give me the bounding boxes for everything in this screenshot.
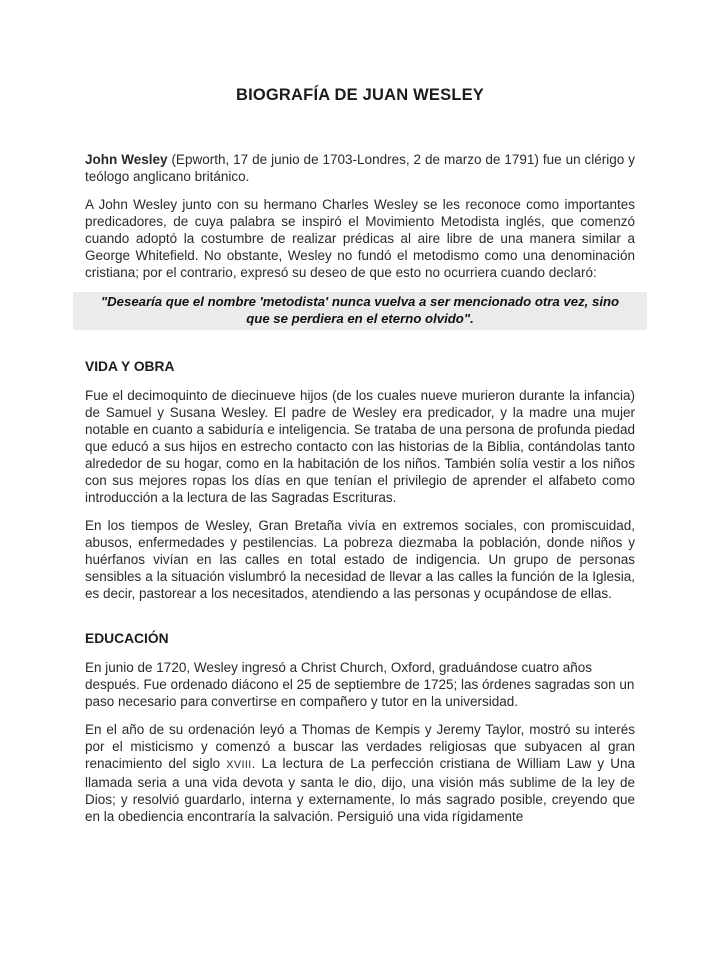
document-body	[85, 151, 635, 825]
section-heading	[85, 631, 635, 646]
document-title: BIOGRAFÍA DE JUAN WESLEY	[235, 86, 485, 104]
text-run: Fue el decimoquinto de diecinueve hijos (de los cuales nueve murieron durante la infancia) de Samuel y Susana Wesley. El padre de Wesley era predicador, y la madre una mujer notable en cuanto a sabiduría e inteligencia. Se trataba de una persona de profunda piedad que educó a sus hijos en estrecho contacto con las historias de la Biblia, contándolas tanto alrededor de su hogar, como en la habitación de los niños. También solía vestir a los niños con sus mejores ropas los días en que tenían el privilegio de aprender el alfabeto como introducción a la lectura de las Sagradas Escrituras.	[85, 388, 635, 505]
text-run: En los tiempos de Wesley, Gran Bretaña vivía en extremos sociales, con promiscuidad, abusos, enfermedades y pestilencias. La pobreza diezmaba la población, donde niños y huérfanos vivían en las calles en total estado de indigencia. Un grupo de personas sensibles a la situación vislumbró la necesidad de llevar a las calles la función de la Iglesia, es decir, pastorear a los necesitados, atendiendo a las personas y ocupándose de ellas.	[85, 518, 635, 601]
paragraph	[85, 721, 635, 825]
text-run: A John Wesley junto con su hermano Charles Wesley se les reconoce como importantes predicadores, de cuya palabra se inspiró el Movimiento Metodista inglés, que comenzó cuando adoptó la costumbre de realizar prédicas al aire libre de una manera similar a George Whitefield. No obstante, Wesley no fundó el metodismo como una denominación cristiana; por el contrario, expresó su deseo de que esto no ocurriera cuando declaró:	[85, 197, 635, 280]
text-run: En el año de su ordenación leyó a Thomas de Kempis y Jeremy Taylor, mostró su interés por el misticismo y comenzó a buscar las verdades religiosas que subyacen al gran renacimiento del siglo	[85, 722, 635, 771]
text-run: XVIII	[226, 759, 252, 771]
text-run: En junio de 1720, Wesley ingresó a Christ Church, Oxford, graduándose cuatro años después. Fue ordenado diácono el 25 de septiembre de 1725; las órdenes sagradas son un paso necesario para convertirse en compañero y tutor en la universidad.	[85, 660, 635, 709]
paragraph	[85, 151, 635, 185]
text-run: VIDA Y OBRA	[85, 359, 175, 374]
text-run: (Epworth, 17 de junio de 1703-Londres, 2 de marzo de 1791) fue un clérigo y teólogo anglicano británico.	[85, 152, 636, 184]
text-run: EDUCACIÓN	[85, 631, 169, 646]
text-run: John Wesley	[85, 152, 172, 167]
paragraph	[85, 196, 635, 281]
text-run: . La lectura de La perfección cristiana de William Law y Una llamada seria a una vida devota y santa le dio, dijo, una visión más sublime de la ley de Dios; y resolvió guardarlo, interna y externamente, lo más sagrado posible, creyendo que en la obediencia encontraría la salvación. Persiguió una vida rígidamente	[85, 756, 636, 824]
paragraph	[85, 517, 635, 602]
section-heading	[85, 359, 635, 374]
quote-block	[73, 292, 647, 330]
text-run: "Desearía que el nombre 'metodista' nunca vuelva a ser mencionado otra vez, sino que se perdiera en el eterno olvido".	[100, 294, 620, 326]
paragraph	[85, 659, 635, 710]
paragraph	[85, 387, 635, 506]
